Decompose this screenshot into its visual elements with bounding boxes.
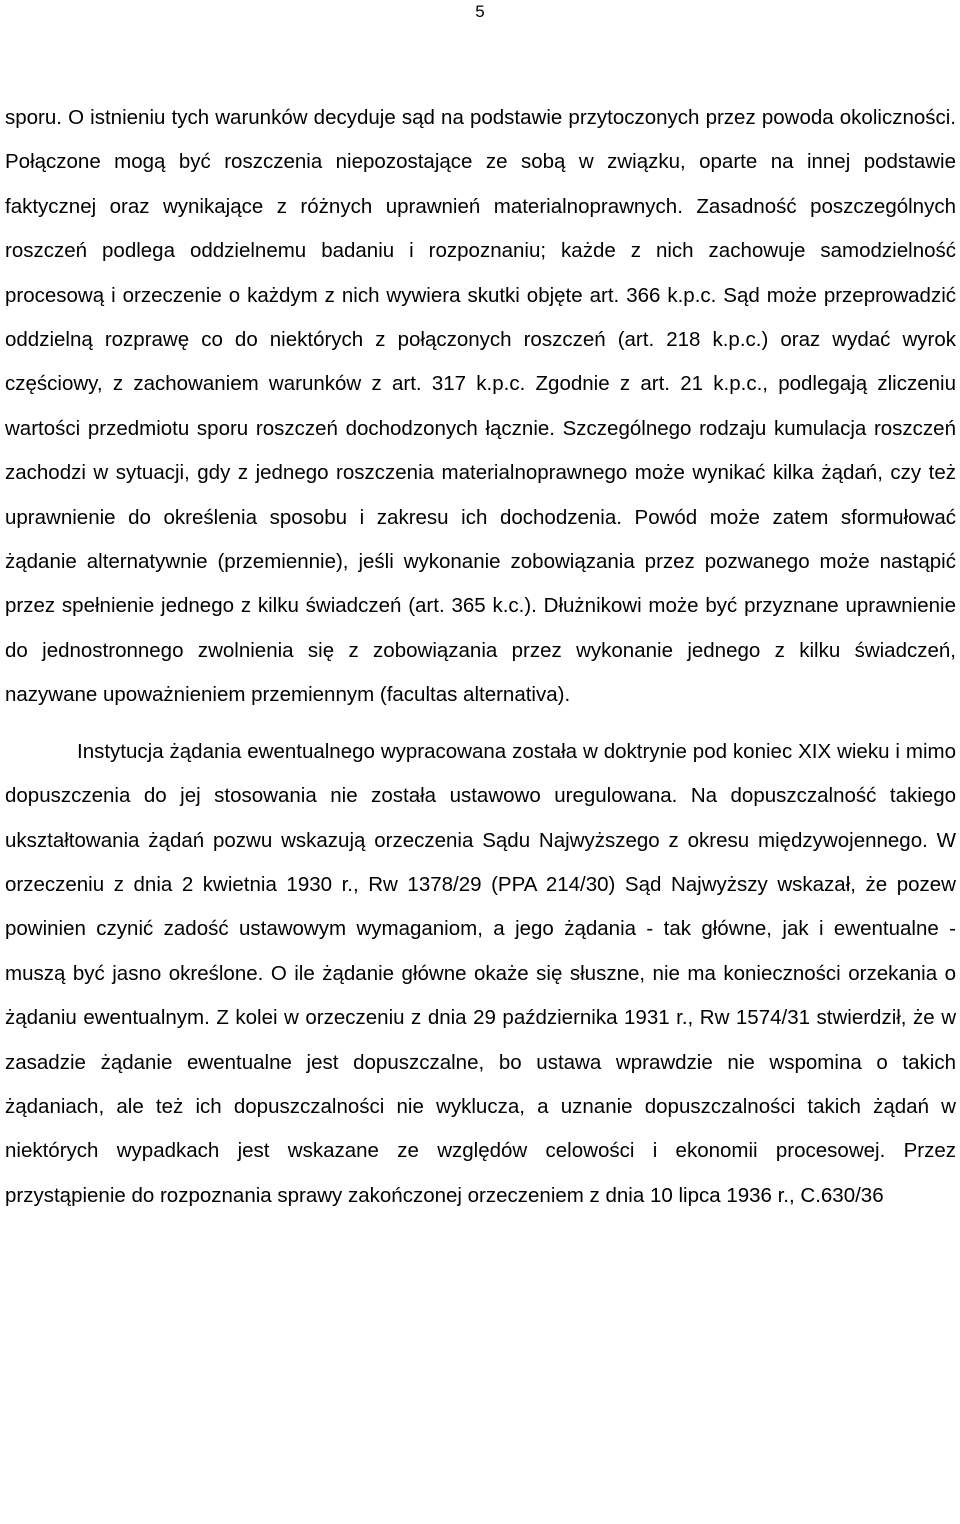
paragraph-eventual-claim: Instytucja żądania ewentualnego wypracowana została w doktrynie pod koniec XIX wieku i mimo dopuszczenia do jej stosowania nie została ustawowo uregulowana. Na dopuszczalność takiego ukształtowania żądań pozwu wskazują orzeczenia Sądu Najwyższego z okresu międzywojennego. W orzeczeniu z dnia 2 kwietnia 1930 r., Rw 1378/29 (PPA 214/30) Sąd Najwyższy wskazał, że pozew powinien czynić zadość ustawowym wymaganiom, a jego żądania - tak główne, jak i ewentualne - muszą być jasno określone. O ile żądanie główne okaże się słuszne, nie ma konieczności orzekania o żądaniu ewentualnym. Z kolei w orzeczeniu z dnia 29 października 1931 r., Rw 1574/31 stwierdził, że w zasadzie żądanie ewentualne jest dopuszczalne, bo ustawa wprawdzie nie wspomina o takich żądaniach, ale też ich dopuszczalności nie wyklucza, a uznanie dopuszczalności takich żądań w niektórych wypadkach jest wskazane ze względów celowości i ekonomii procesowej. Przez przystąpienie do rozpoznania sprawy zakończonej orzeczeniem z dnia 10 lipca 1936 r., C.630/36 xyxy=(5,739,956,1207)
page-number: 5 xyxy=(475,2,485,21)
document-body xyxy=(5,96,956,1218)
paragraph-claims-joinder: sporu. O istnieniu tych warunków decyduje sąd na podstawie przytoczonych przez powoda okoliczności. Połączone mogą być roszczenia niepozostające ze sobą w związku, oparte na innej podstawie faktycznej oraz wynikające z różnych uprawnień materialnoprawnych. Zasadność poszczególnych roszczeń podlega oddzielnemu badaniu i rozpoznaniu; każde z nich zachowuje samodzielność procesową i orzeczenie o każdym z nich wywiera skutki objęte art. 366 k.p.c. Sąd może przeprowadzić oddzielną rozprawę co do niektórych z połączonych roszczeń (art. 218 k.p.c.) oraz wydać wyrok częściowy, z zachowaniem warunków z art. 317 k.p.c. Zgodnie z art. 21 k.p.c., podlegają zliczeniu wartości przedmiotu sporu roszczeń dochodzonych łącznie. Szczególnego rodzaju kumulacja roszczeń zachodzi w sytuacji, gdy z jednego roszczenia materialnoprawnego może wynikać kilka żądań, czy też uprawnienie do określenia sposobu i zakresu ich dochodzenia. Powód może zatem sformułować żądanie alternatywnie (przemiennie), jeśli wykonanie zobowiązania przez pozwanego może nastąpić przez spełnienie jednego z kilku świadczeń (art. 365 k.c.). Dłużnikowi może być przyznane uprawnienie do jednostronnego zwolnienia się z zobowiązania przez wykonanie jednego z kilku świadczeń, nazywane upoważnieniem przemiennym (facultas alternativa). xyxy=(5,106,956,707)
